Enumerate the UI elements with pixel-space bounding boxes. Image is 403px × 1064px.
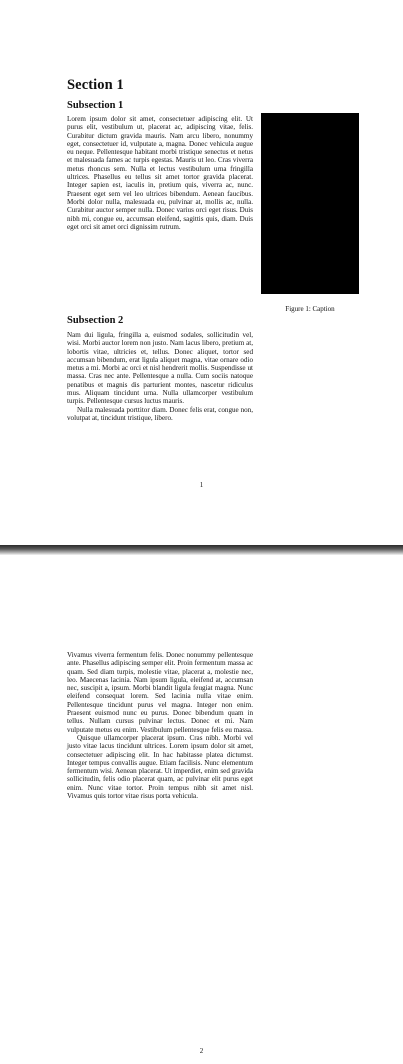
paragraph: Lorem ipsum dolor sit amet, consectetuer adipiscing elit. Ut purus elit, vestibulum ut, placerat ac, adipiscing vitae, felis. Curabitur dictum gravida mauris. Nam arcu libero, nonummy eget, consectetuer id, vulputate a, magna. Donec vehicula augue eu neque. Pellentesque habitant morbi tristique senectus et netus et malesuada fames ac turpis egestas. Mauris ut leo. Cras viverra metus rhoncus sem. Nulla et lectus vestibulum urna fringilla ultrices. Phasellus eu tellus sit amet tortor gravida placerat. Integer sapien est, iaculis in, pretium quis, viverra ac, nunc. Praesent eget sem vel leo ultrices bibendum. Aenean faucibus. Morbi dolor nulla, malesuada eu, pulvinar at, mollis ac, nulla. Curabitur auctor semper nulla. Donec varius orci eget risus. Duis nibh mi, congue eu, accumsan eleifend, sagittis quis, diam. Duis eget orci sit amet orci dignissim rutrum. (67, 115, 253, 231)
page-number: 1 (199, 481, 204, 489)
subsection-1-title: Subsection 1 (67, 100, 124, 111)
section-title: Section 1 (67, 77, 124, 93)
paragraph: Quisque ullamcorper placerat ipsum. Cras nibh. Morbi vel justo vitae lacus tincidunt ultrices. Lorem ipsum dolor sit amet, consectetuer adipiscing elit. In hac habitasse platea dictumst. Integer tempus convallis augue. Etiam facilisis. Nunc elementum fermentum wisi. Aenean placerat. Ut imperdiet, enim sed gravida sollicitudin, felis odio placerat quam, ac pulvinar elit purus eget enim. Nunc vitae tortor. Proin tempus nibh sit amet nisl. Vivamus quis tortor vitae risus porta vehicula. (67, 733, 253, 801)
page-2 (0, 555, 403, 1064)
page-2-body (67, 651, 253, 800)
paragraph: Nam dui ligula, fringilla a, euismod sodales, sollicitudin vel, wisi. Morbi auctor lorem non justo. Nam lacus libero, pretium at, lobortis vitae, ultricies et, tellus. Donec aliquet, tortor sed accumsan bibendum, erat ligula aliquet magna, vitae ornare odio metus a mi. Morbi ac orci et nisl hendrerit mollis. Suspendisse ut massa. Cras nec ante. Pellentesque a nulla. Cum sociis natoque penatibus et magnis dis parturient montes, nascetur ridiculus mus. Aliquam tincidunt urna. Nulla ullamcorper vestibulum turpis. Pellentesque cursus luctus mauris. (67, 331, 253, 406)
paragraph: Vivamus viverra fermentum felis. Donec nonummy pellentesque ante. Phasellus adipiscing semper elit. Proin fermentum massa ac quam. Sed diam turpis, molestie vitae, placerat a, molestie nec, leo. Maecenas lacinia. Nam ipsum ligula, eleifend at, accumsan nec, suscipit a, ipsum. Morbi blandit ligula feugiat magna. Nunc eleifend consequat lorem. Sed lacinia nulla vitae enim. Pellentesque tincidunt purus vel magna. Integer non enim. Praesent euismod nunc eu purus. Donec bibendum quam in tellus. Nullam cursus pulvinar lectus. Donec et mi. Nam vulputate metus eu enim. Vestibulum pellentesque felis eu massa. (67, 651, 253, 734)
subsection-2-body (67, 331, 253, 422)
figure-caption: Figure 1: Caption (285, 305, 335, 313)
subsection-1-body (67, 115, 253, 231)
page-number: 2 (199, 1047, 204, 1055)
subsection-2-title: Subsection 2 (67, 315, 124, 326)
figure-image (261, 113, 359, 294)
paragraph: Nulla malesuada porttitor diam. Donec felis erat, congue non, volutpat at, tincidunt tristique, libero. (67, 405, 253, 422)
page-separator (0, 545, 403, 555)
